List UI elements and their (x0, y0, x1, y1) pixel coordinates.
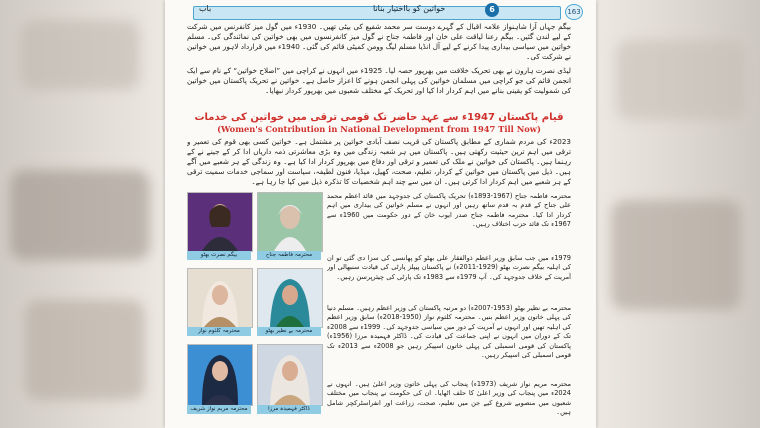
portrait-maryam-nawaz (187, 344, 253, 406)
section-heading-english: (Women's Contribution in National Development from 1947 Till Now) (217, 124, 541, 134)
portrait-nusrat-bhutto (187, 192, 253, 252)
section-heading-urdu: قیام پاکستان 1947ء سے عہد حاضر تک قومی ترقی میں خواتین کی خدمات (194, 112, 564, 123)
chapter-title: خواتین کو بااختیار بنانا (373, 4, 446, 13)
intro-paragraph: 2023ء کی مردم شماری کے مطابق پاکستان کی قریب نصف آبادی خواتین پر مشتمل ہے۔ خواتین کسی بھی قوم کی تعمیر و ترقی میں اہم ترین حیثیت رکھتی ہیں۔ پاکستان میں ہر شعبہ زندگی میں وہ بڑی معاشرتی ذمہ داریاں ادا کر کے جینے نے کے رہنما ہیں۔ پاکستان کی خواتین نے ملک کی تعمیر و ترقی اور دفاع میں بھرپور کردار ادا کیا ہے۔ وہ زندگی کے ہر شعبے میں آگے ہیں۔ ذیل میں پاکستان میں خواتین کے کردار، تعلیم، صحت، کھیل، میڈیا، فنون لطیفہ، سیاست اور سماجی خدمات سمیت ترقی کے ہر شعبے میں اہم کردار ادا کرتی ہیں۔ ان میں سے چند اہم شخصیات کا تذکرہ ذیل میں کیا جا رہا ہے۔ (187, 137, 571, 186)
page-header (193, 4, 581, 20)
caption-benazir-bhutto: محترمہ بے نظیر بھٹو (257, 327, 321, 336)
blurred-background-left (0, 0, 165, 428)
portrait-kulsoom-nawaz (187, 268, 253, 328)
portrait-benazir-bhutto (257, 268, 323, 328)
blurred-background-right (596, 0, 760, 428)
portrait-fatima-jinnah (257, 192, 323, 252)
paragraph-top-2: لیڈی نصرت ہارون نے بھی تحریک خلافت میں بھرپور حصہ لیا۔ 1925ء میں انہوں نے کراچی میں ”اصلاح خواتین“ کے نام سے ایک انجمن قائم کی جو کراچی میں مسلمان خواتین کی پہلی انجمن ہونے کا اعزاز حاصل ہے۔ خواتین نے تحریک پاکستان میں خواتین کی شمولیت کو یقینی بنانے میں اہم کردار ادا کیا اور تحریک کے مختلف شعبوں میں بھرپور کردار نبھایا۔ (187, 66, 571, 95)
caption-fatima-jinnah: محترمہ فاطمہ جناح (257, 251, 321, 260)
caption-maryam-nawaz: محترمہ مریم نواز شریف (187, 405, 251, 414)
chapter-number: 6 (485, 3, 499, 17)
page-number: 163 (565, 4, 583, 20)
caption-fehmida-mirza: ڈاکٹر فہمیدہ مرزا (257, 405, 321, 414)
portrait-fehmida-mirza (257, 344, 323, 406)
chapter-label: باب (199, 4, 212, 13)
caption-nusrat-bhutto: بیگم نصرت بھٹو (187, 251, 251, 260)
caption-kulsoom-nawaz: محترمہ کلثوم نواز (187, 327, 251, 336)
bio-maryam-nawaz: محترمہ مریم نواز شریف (1973ء) پنجاب کی پہلی خاتون وزیر اعلیٰ ہیں۔ انہوں نے 2024ء میں پنجاب کی وزیر اعلیٰ کا حلف اٹھایا۔ ان کی حکومت نے پنجاب میں مختلف شعبوں میں منصوبے شروع کیے جن میں تعلیم، صحت، زراعت اور انفراسٹرکچر شامل ہیں۔ (327, 380, 571, 417)
paragraph-top-1: بیگم جہاں آرا شاہنواز علامہ اقبال کے گہرے دوست سر محمد شفیع کی بیٹی تھیں۔ 1930ء میں گول میز کانفرنس میں شرکت کے لیے لندن گئیں۔ بیگم رعنا لیاقت علی خان اور فاطمہ جناح نے گول میز کانفرنسوں میں بھی خواتین کی نمائندگی کی۔ مسلم خواتین میں سیاسی بیداری پیدا کرنے کے لیے آل انڈیا مسلم لیگ وومن کمیٹی قائم کی گئی۔ 1940ء میں قرارداد لاہور میں خواتین نے شرکت کی۔ (187, 22, 571, 61)
textbook-page (165, 0, 596, 428)
bio-benazir-kulsoom-fehmida: محترمہ بے نظیر بھٹو (1953-2007ء) دو مرتبہ پاکستان کی وزیر اعظم رہیں۔ مسلم دنیا کی پہلی خاتون وزیر اعظم بنیں۔ محترمہ کلثوم نواز (1950-2018ء) سابق وزیر اعظم کی اہلیہ تھیں اور انہوں نے آمریت کے دور میں سیاسی جدوجہد کی۔ 1999ء سے 2008ء تک کے دوران میں انہوں نے اپنی جماعت کی قیادت کی۔ ڈاکٹر فہمیدہ مرزا (1956ء) پاکستان کی قومی اسمبلی کی پہلی خاتون اسپیکر رہیں جو 2008ء سے 2013ء تک قومی اسمبلی کی اسپیکر رہیں۔ (327, 304, 571, 360)
bio-fatima-jinnah: محترمہ فاطمہ جناح (1967-1893ء) تحریک پاکستان کی جدوجہد میں قائد اعظم محمد علی جناح کے قدم بہ قدم ساتھ رہیں اور انہوں نے مسلم خواتین کی بیداری میں اہم کردار ادا کیا۔ محترمہ فاطمہ جناح صدر ایوب خان کے دور حکومت میں 1960ء سے 1967ء تک قائد حزب اختلاف رہیں۔ (327, 192, 571, 229)
bio-nusrat-bhutto: 1979ء میں جب سابق وزیر اعظم ذوالفقار علی بھٹو کو پھانسی کی سزا دی گئی تو ان کی اہلیہ بیگم نصرت بھٹو (1929-2011ء) نے پاکستان پیپلز پارٹی کی قیادت سنبھالی اور آمریت کے خلاف جدوجہد کی۔ آپ 1979ء سے 1983ء تک پارٹی کی چیئرپرسن رہیں۔ (327, 254, 571, 281)
